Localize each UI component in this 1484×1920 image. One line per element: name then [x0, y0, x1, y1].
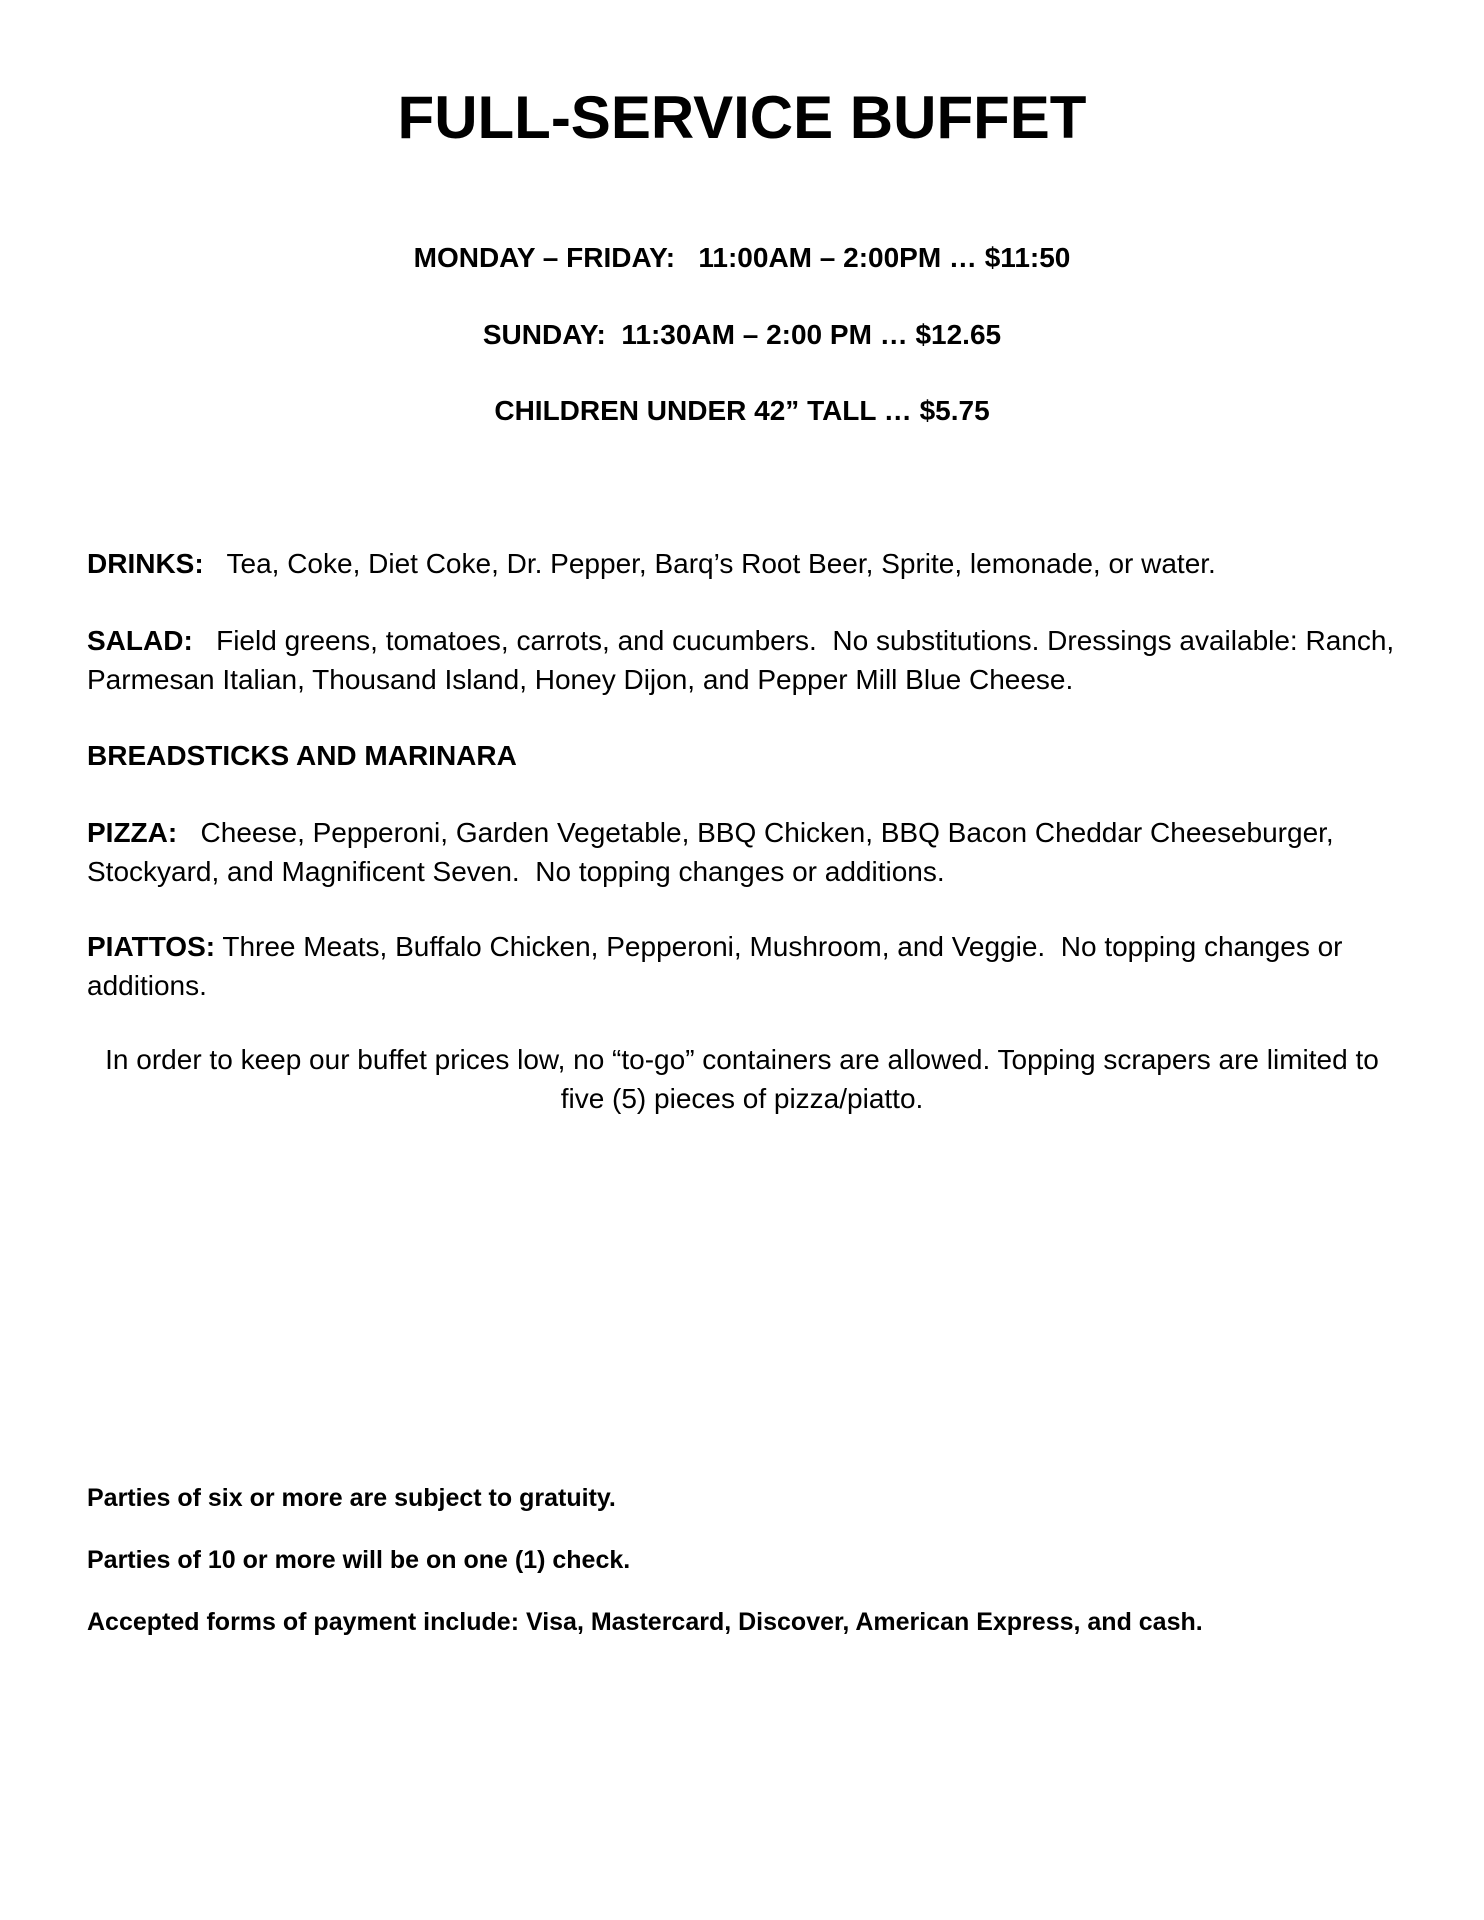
pizza-section [87, 814, 1407, 891]
to-go-notice: In order to keep our buffet prices low, no “to-go” containers are allowed. Topping scrapers are limited to five (5) pieces of pizza/piatto. [105, 1044, 1379, 1114]
children-price: CHILDREN UNDER 42” TALL … $5.75 [494, 395, 990, 426]
drinks-text: Tea, Coke, Diet Coke, Dr. Pepper, Barq’s Root Beer, Sprite, lemonade, or water. [203, 548, 1216, 579]
piattos-label: PIATTOS: [87, 931, 216, 962]
salad-text: Field greens, tomatoes, carrots, and cucumbers. No substitutions. Dressings available: Ranch, Parmesan Italian, Thousand Island, Honey Dijon, and Pepper Mill Blue Cheese. [87, 625, 1402, 695]
pizza-text: Cheese, Pepperoni, Garden Vegetable, BBQ Chicken, BBQ Bacon Cheddar Cheeseburger, Stockyard, and Magnificent Seven. No topping changes or additions. [87, 817, 1342, 887]
drinks-section [87, 545, 1407, 584]
page-title: FULL-SERVICE BUFFET [397, 84, 1087, 151]
salad-label: SALAD: [87, 625, 193, 656]
gratuity-policy: Parties of six or more are subject to gratuity. [87, 1484, 616, 1512]
pizza-label: PIZZA: [87, 817, 178, 848]
payment-policy: Accepted forms of payment include: Visa, Mastercard, Discover, American Express, and cash. [87, 1608, 1203, 1636]
weekday-hours-price: MONDAY – FRIDAY: 11:00AM – 2:00PM … $11:50 [413, 242, 1071, 273]
breadsticks-label: BREADSTICKS AND MARINARA [87, 740, 517, 771]
salad-section [87, 622, 1407, 699]
piattos-section [87, 928, 1407, 1005]
sunday-hours-price: SUNDAY: 11:30AM – 2:00 PM … $12.65 [482, 319, 1002, 350]
breadsticks-section [87, 737, 1407, 776]
piattos-text: Three Meats, Buffalo Chicken, Pepperoni, Mushroom, and Veggie. No topping changes or additions. [87, 931, 1351, 1001]
check-policy: Parties of 10 or more will be on one (1) check. [87, 1546, 631, 1574]
drinks-label: DRINKS: [87, 548, 204, 579]
